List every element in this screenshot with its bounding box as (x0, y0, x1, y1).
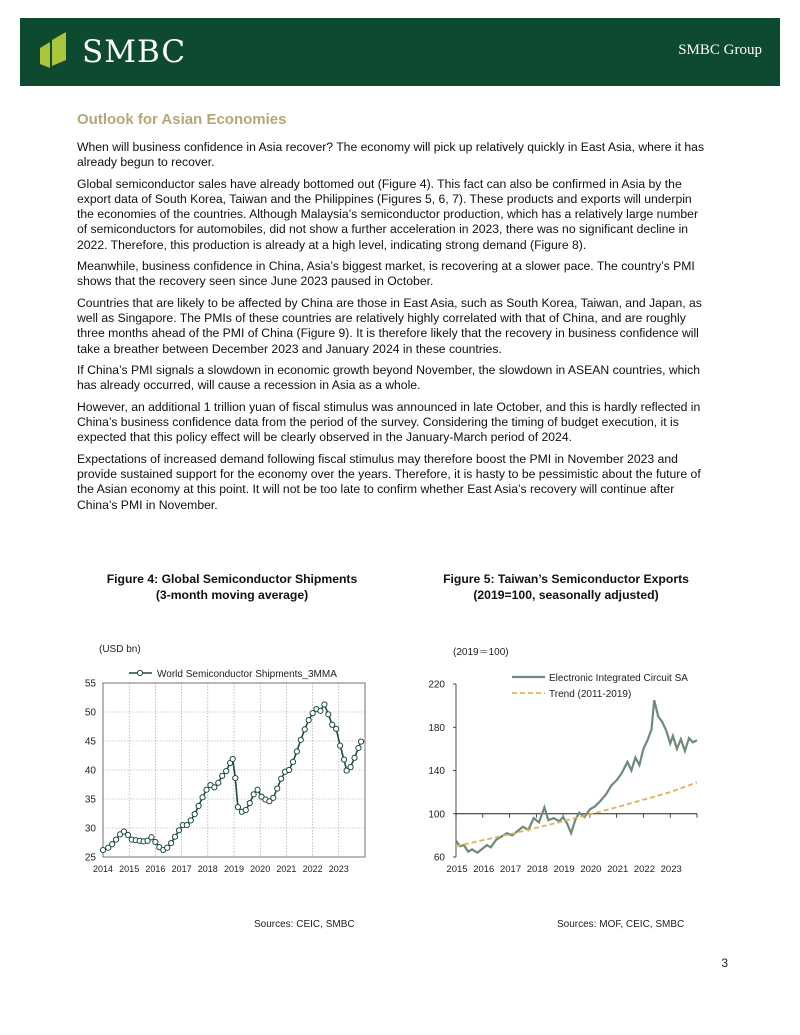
data-point (188, 818, 193, 823)
legend-marker (137, 670, 142, 675)
data-point (176, 828, 181, 833)
data-point (184, 823, 189, 828)
data-point (169, 840, 174, 845)
figure-5-chart (428, 647, 697, 875)
y-tick-label: 180 (428, 722, 445, 734)
data-point (153, 839, 158, 844)
y-tick-label: 220 (428, 679, 445, 691)
x-tick-label: 2014 (92, 864, 114, 874)
data-point (326, 712, 331, 717)
paragraph: Countries that are likely to be affected by China are those in East Asia, such as South Korea, Taiwan, and Japan, as well as Singapore. The PMIs of these countries are relatively highly correlated with that of China, and are roughly three months ahead of the PMI of China (Figure 9). It is therefore likely that the recovery in business confidence will take a breather between December 2023 and January 2024 in these countries. (77, 296, 702, 356)
x-tick-label: 2018 (197, 864, 218, 874)
paragraph: Meanwhile, business confidence in China, Asia’s biggest market, is recovering at a slower pace. The country’s PMI shows that the recovery seen since June 2023 paused in October. (77, 259, 695, 289)
data-point (318, 708, 323, 713)
data-point (230, 756, 235, 761)
x-tick-label: 2021 (276, 864, 297, 874)
data-point (302, 727, 307, 732)
data-point (341, 757, 346, 762)
data-point (212, 785, 217, 790)
figure-4-unit-label: (USD bn) (99, 644, 141, 655)
legend-label: World Semiconductor Shipments_3MMA (157, 669, 337, 680)
data-point (334, 726, 339, 731)
figure-4-chart (85, 644, 365, 874)
data-point (356, 745, 361, 750)
data-point (322, 702, 327, 707)
x-tick-label: 2017 (499, 864, 522, 875)
figure-5-sources: Sources: MOF, CEIC, SMBC (557, 919, 685, 930)
data-point (149, 835, 154, 840)
figure-4-sources: Sources: CEIC, SMBC (254, 919, 355, 930)
x-tick-label: 2023 (660, 864, 682, 875)
page-number: 3 (721, 956, 728, 970)
data-point (255, 787, 260, 792)
y-tick-label: 100 (428, 809, 445, 821)
group-name: SMBC Group (678, 42, 762, 58)
trend-line (456, 782, 697, 846)
x-tick-label: 2022 (302, 864, 323, 874)
data-point (100, 847, 105, 852)
x-tick-label: 2016 (473, 864, 495, 875)
logo-text: SMBC (82, 34, 187, 70)
section-title: Outlook for Asian Economies (77, 111, 287, 128)
x-tick-label: 2020 (250, 864, 271, 874)
paragraph: When will business confidence in Asia recover? The economy will pick up relatively quickly in East Asia, where it has already begun to recover. (77, 140, 705, 170)
x-tick-label: 2023 (328, 864, 349, 874)
data-point (192, 811, 197, 816)
x-tick-label: 2019 (223, 864, 245, 874)
data-point (358, 739, 363, 744)
data-point (286, 767, 291, 772)
y-tick-label: 50 (84, 707, 96, 719)
x-tick-label: 2016 (145, 864, 166, 874)
x-tick-label: 2019 (553, 864, 575, 875)
data-point (200, 795, 205, 800)
paragraph: Expectations of increased demand following fiscal stimulus may therefore boost the PMI in November 2023 and provide sustained support for the economy over the years. Therefore, it is hasty to be pessimistic about the future of the Asian economy at this point. It will not be too late to confirm whether East Asia’s recovery will continue after China’s PMI in November. (77, 452, 701, 512)
figure-4-title-line1: Figure 4: Global Semiconductor Shipments (106, 572, 358, 586)
data-point (114, 837, 119, 842)
x-tick-label: 2020 (580, 864, 602, 875)
data-point (243, 807, 248, 812)
data-point (251, 792, 256, 797)
legend-label: Trend (2011-2019) (549, 689, 632, 700)
figure-4-title-line2: (3-month moving average) (155, 588, 309, 602)
y-tick-label: 25 (84, 852, 96, 864)
data-point (204, 787, 209, 792)
y-tick-label: 45 (84, 736, 96, 748)
y-tick-label: 30 (84, 823, 96, 835)
data-point (196, 803, 201, 808)
figure-5-unit-label: (2019＝100) (453, 647, 509, 658)
x-tick-label: 2021 (607, 864, 629, 875)
x-tick-label: 2015 (119, 864, 140, 874)
x-tick-label: 2018 (526, 864, 548, 875)
y-tick-label: 35 (84, 794, 96, 806)
x-tick-label: 2022 (633, 864, 656, 875)
data-point (352, 755, 357, 760)
data-point (338, 743, 343, 748)
series-line (456, 700, 697, 853)
x-tick-label: 2015 (446, 864, 468, 875)
data-point (125, 832, 130, 837)
y-tick-label: 60 (433, 852, 445, 864)
data-point (224, 769, 229, 774)
data-point (216, 780, 221, 785)
paragraph: If China’s PMI signals a slowdown in economic growth beyond November, the slowdown in ASEAN countries, which has already occurred, will cause a recession in Asia as a whole. (77, 363, 701, 393)
data-point (306, 718, 311, 723)
data-point (271, 795, 276, 800)
data-point (290, 759, 295, 764)
figure-5-title-line2: (2019=100, seasonally adjusted) (473, 588, 659, 602)
data-point (110, 842, 115, 847)
paragraph: Global semiconductor sales have already bottomed out (Figure 4). This fact can also be confirmed in Asia by the export data of South Korea, Taiwan and the Philippines (Figures 5, 6, 7). These products and exports will underpin the economies of the countries. Although Malaysia’s semiconductor production, which has a relatively large number of semiconductors for automobiles, did not show a further acceleration in 2023, there was no significant decline in 2022. Therefore, this production is already at a high level, indicating strong demand (Figure 8). (77, 176, 698, 252)
data-point (294, 749, 299, 754)
data-point (348, 765, 353, 770)
paragraph: However, an additional 1 trillion yuan of fiscal stimulus was announced in late October, and this is hardly reflected in China’s business confidence data from the period of the survey. Considering the timing of budget execution, it is expected that this policy effect will be clearly observed in the January-March period of 2024. (77, 400, 701, 445)
data-point (298, 737, 303, 742)
data-point (275, 786, 280, 791)
y-tick-label: 40 (84, 765, 96, 777)
data-point (247, 800, 252, 805)
data-point (165, 845, 170, 850)
x-tick-label: 2017 (171, 864, 192, 874)
figure-5-title-line1: Figure 5: Taiwan’s Semiconductor Exports (443, 572, 689, 586)
y-tick-label: 55 (84, 678, 96, 690)
data-point (172, 834, 177, 839)
data-point (235, 805, 240, 810)
data-point (233, 776, 238, 781)
data-point (220, 773, 225, 778)
legend-label: Electronic Integrated Circuit SA (549, 673, 688, 684)
data-point (279, 776, 284, 781)
y-tick-label: 140 (428, 766, 445, 777)
